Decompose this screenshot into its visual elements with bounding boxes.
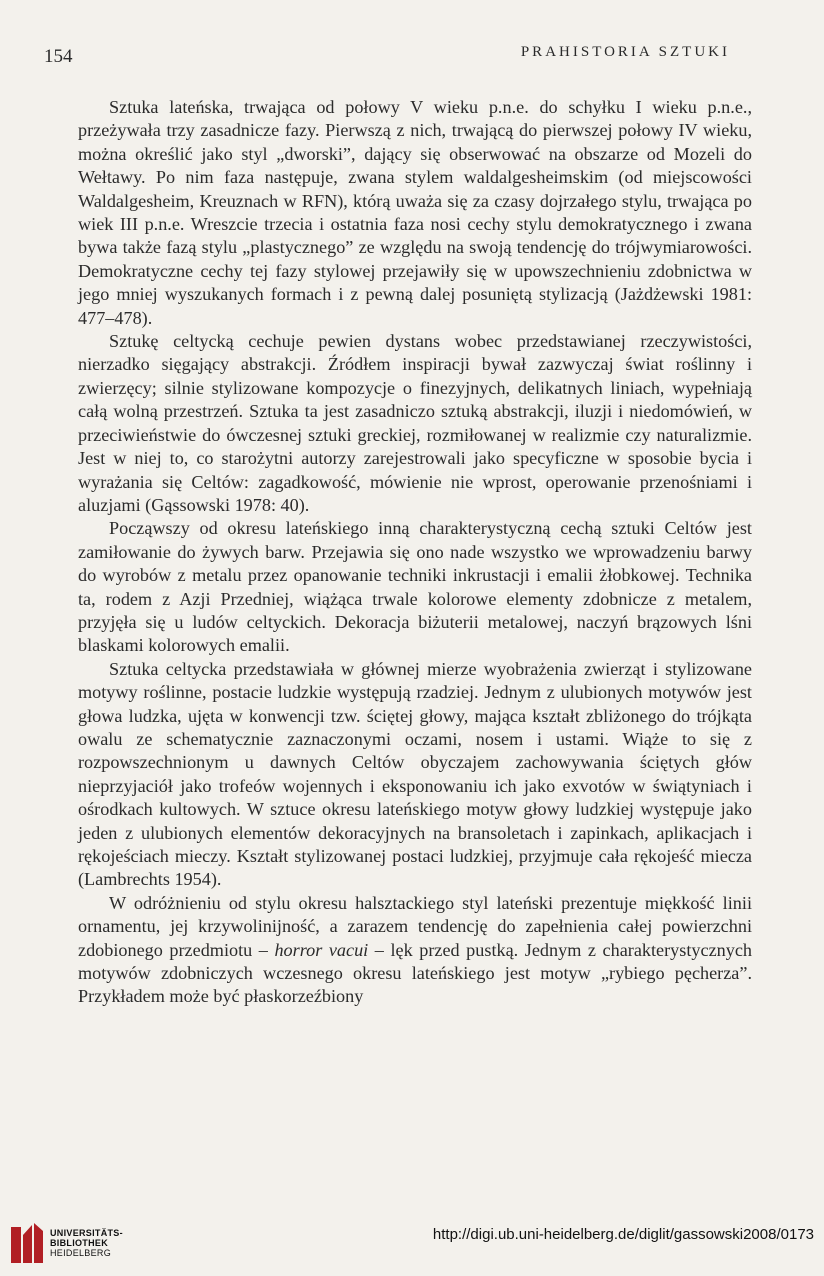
paragraph-4: Sztuka celtycka przedstawiała w głównej mierze wyobrażenia zwierząt i stylizowane motywy roślinne, postacie ludzkie występują rzadziej. Jednym z ulubionych motywów jest głowa ludzka, ujęta w konwencji tzw. ściętej głowy, mająca kształt zbliżonego do trójkąta owalu ze schematycznie zaznaczonymi oczami, nosem i ustami. Wiąże to się z rozpowszechnionym u dawnych Celtów obyczajem zachowywania ściętych głów nieprzyjaciół jako trofeów wojennych i eksponowaniu ich jako exvotów w świątyniach i ośrodkach kultowych. W sztuce okresu lateńskiego motyw głowy ludzkiej występuje jako jeden z ulubionych elementów dekoracyjnych na bransoletach i zapinkach, aplikacjach i rękojeściach mieczy. Kształt stylizowanej postaci ludzkiej, przyjmuje cała rękojeść miecza (Lambrechts 1954).	[78, 658, 752, 890]
page-number: 154	[44, 46, 73, 67]
text-body	[78, 96, 752, 1009]
paragraph-5-start: W odróżnieniu od stylu okresu halsztackiego styl lateński prezentuje miękkość linii ornamentu, jej krzywolinijność, a zarazem tendencję do zapełnienia całej powierzchni zdobionego przedmiotu –	[78, 892, 752, 960]
horror-vacui-term: horror vacui	[274, 939, 369, 960]
library-logo	[10, 1219, 170, 1269]
logo-line-2: BIBLIOTHEK	[50, 1238, 108, 1248]
paragraph-5	[78, 892, 752, 1009]
logo-line-1: UNIVERSITÄTS-	[50, 1228, 123, 1238]
source-url[interactable]: http://digi.ub.uni-heidelberg.de/diglit/gassowski2008/0173	[432, 1226, 814, 1243]
logo-line-3: HEIDELBERG	[50, 1248, 112, 1258]
paragraph-2: Sztukę celtycką cechuje pewien dystans wobec przedstawianej rzeczywistości, nierzadko sięgający abstrakcji. Źródłem inspiracji bywał zazwyczaj świat roślinny i zwierzęcy; silnie stylizowane kompozycje o finezyjnych, delikatnych liniach, wypełniają całą wolną przestrzeń. Sztuka ta jest zasadniczo sztuką abstrakcji, iluzji i niedomówień, w przeciwieństwie do ówczesnej sztuki greckiej, rozmiłowanej w realizmie czy naturalizmie. Jest w niej to, co starożytni autorzy zarejestrowali jako specyficzne w sposobie bycia i wyrażania się Celtów: zagadkowość, mówienie nie wprost, operowanie przenośniami i aluzjami (Gąssowski 1978: 40).	[78, 331, 752, 515]
paragraph-1: Sztuka lateńska, trwająca od połowy V wieku p.n.e. do schyłku I wieku p.n.e., przeżywała trzy zasadnicze fazy. Pierwszą z nich, trwającą do pierwszej połowy IV wieku, można określić jako styl „dworski”, dający się obserwować na obszarze od Mozeli do Wełtawy. Po nim faza następuje, zwana stylem waldalgesheimskim (od miejscowości Waldalgesheim, Kreuznach w RFN), którą uważa się za czasy dojrzałego stylu, trwająca po wiek III p.n.e. Wreszcie trzecia i ostatnia faza nosi cechy stylu demokratycznego i zwana bywa także fazą stylu „plastycznego” ze względu na swoją tendencję do trójwymiarowości. Demokratyczne cechy tej fazy stylowej przejawiły się w upowszechnieniu zdobnictwa w jego mniej wyszukanych formach i z pewną dalej posuniętą stylizacją (Jażdżewski 1981: 477–478).	[78, 97, 752, 328]
paragraph-5-end: – lęk przed pustką. Jednym z charakterystycznych motywów zdobniczych wczesnego okresu lateńskiego jest motyw „rybiego pęcherza”. Przykładem może być płaskorzeźbiony	[78, 939, 752, 1007]
running-head: PRAHISTORIA SZTUKI	[520, 44, 730, 60]
library-logo-icon	[10, 1221, 44, 1265]
paragraph-3: Począwszy od okresu lateńskiego inną charakterystyczną cechą sztuki Celtów jest zamiłowanie do żywych barw. Przejawia się ono nade wszystko we wprowadzeniu barwy do wyrobów z metalu przez opanowanie techniki inkrustacji i emalii żłobkowej. Technika ta, rodem z Azji Przedniej, wiążąca trwale kolorowe elementy zdobnicze z metalem, przyjęła się u ludów celtyckich. Dekoracja biżuterii metalowej, naczyń brązowych lśni blaskami kolorowych emalii.	[78, 518, 752, 656]
